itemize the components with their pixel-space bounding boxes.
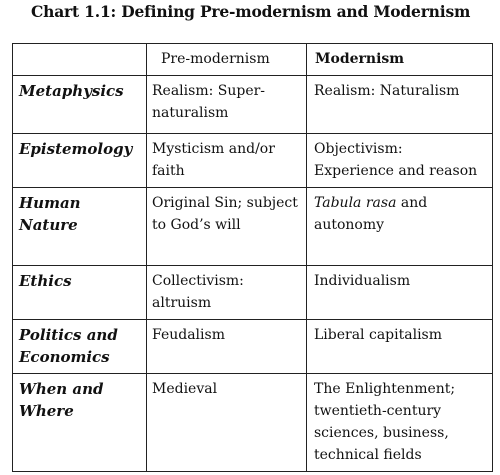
modern-cell xyxy=(307,76,493,134)
chart-title: Chart 1.1: Defining Pre-modernism and Modernism xyxy=(31,2,471,21)
modern-cell-text: Liberal capitalism xyxy=(314,327,443,343)
row-label: Metaphysics xyxy=(13,76,147,134)
row-label: Ethics xyxy=(13,266,147,320)
table-row xyxy=(13,266,493,320)
header-blank xyxy=(13,44,147,76)
modern-cell-text: Realism: Naturalism xyxy=(314,83,460,99)
modern-cell-text: Objectivism: Experience and reason xyxy=(314,141,478,179)
modern-cell-italic: Tabula rasa xyxy=(314,195,397,211)
modern-cell xyxy=(307,134,493,188)
table-row xyxy=(13,76,493,134)
modern-cell-text: The Enlightenment; twentieth-century sciences, business, technical fields xyxy=(314,381,456,463)
row-label: Politics and Economics xyxy=(13,320,147,374)
premodern-cell: Realism: Super-naturalism xyxy=(147,76,307,134)
modern-cell xyxy=(307,266,493,320)
modern-cell xyxy=(307,320,493,374)
premodern-cell: Mysticism and/or faith xyxy=(147,134,307,188)
definitions-table xyxy=(12,43,493,472)
table-row xyxy=(13,320,493,374)
modern-cell-text: Individualism xyxy=(314,273,411,289)
table-row xyxy=(13,374,493,472)
row-label: Human Nature xyxy=(13,188,147,266)
row-label: Epistemology xyxy=(13,134,147,188)
header-premodernism: Pre-modernism xyxy=(147,44,307,76)
table-row xyxy=(13,134,493,188)
premodern-cell: Collectivism: altruism xyxy=(147,266,307,320)
premodern-cell: Original Sin; subject to God’s will xyxy=(147,188,307,266)
premodern-cell: Medieval xyxy=(147,374,307,472)
header-modernism: Modernism xyxy=(307,44,493,76)
modern-cell xyxy=(307,374,493,472)
header-row xyxy=(13,44,493,76)
modern-cell xyxy=(307,188,493,266)
table-row xyxy=(13,188,493,266)
premodern-cell: Feudalism xyxy=(147,320,307,374)
row-label: When and Where xyxy=(13,374,147,472)
modern-cell-text: and autonomy xyxy=(314,195,428,233)
